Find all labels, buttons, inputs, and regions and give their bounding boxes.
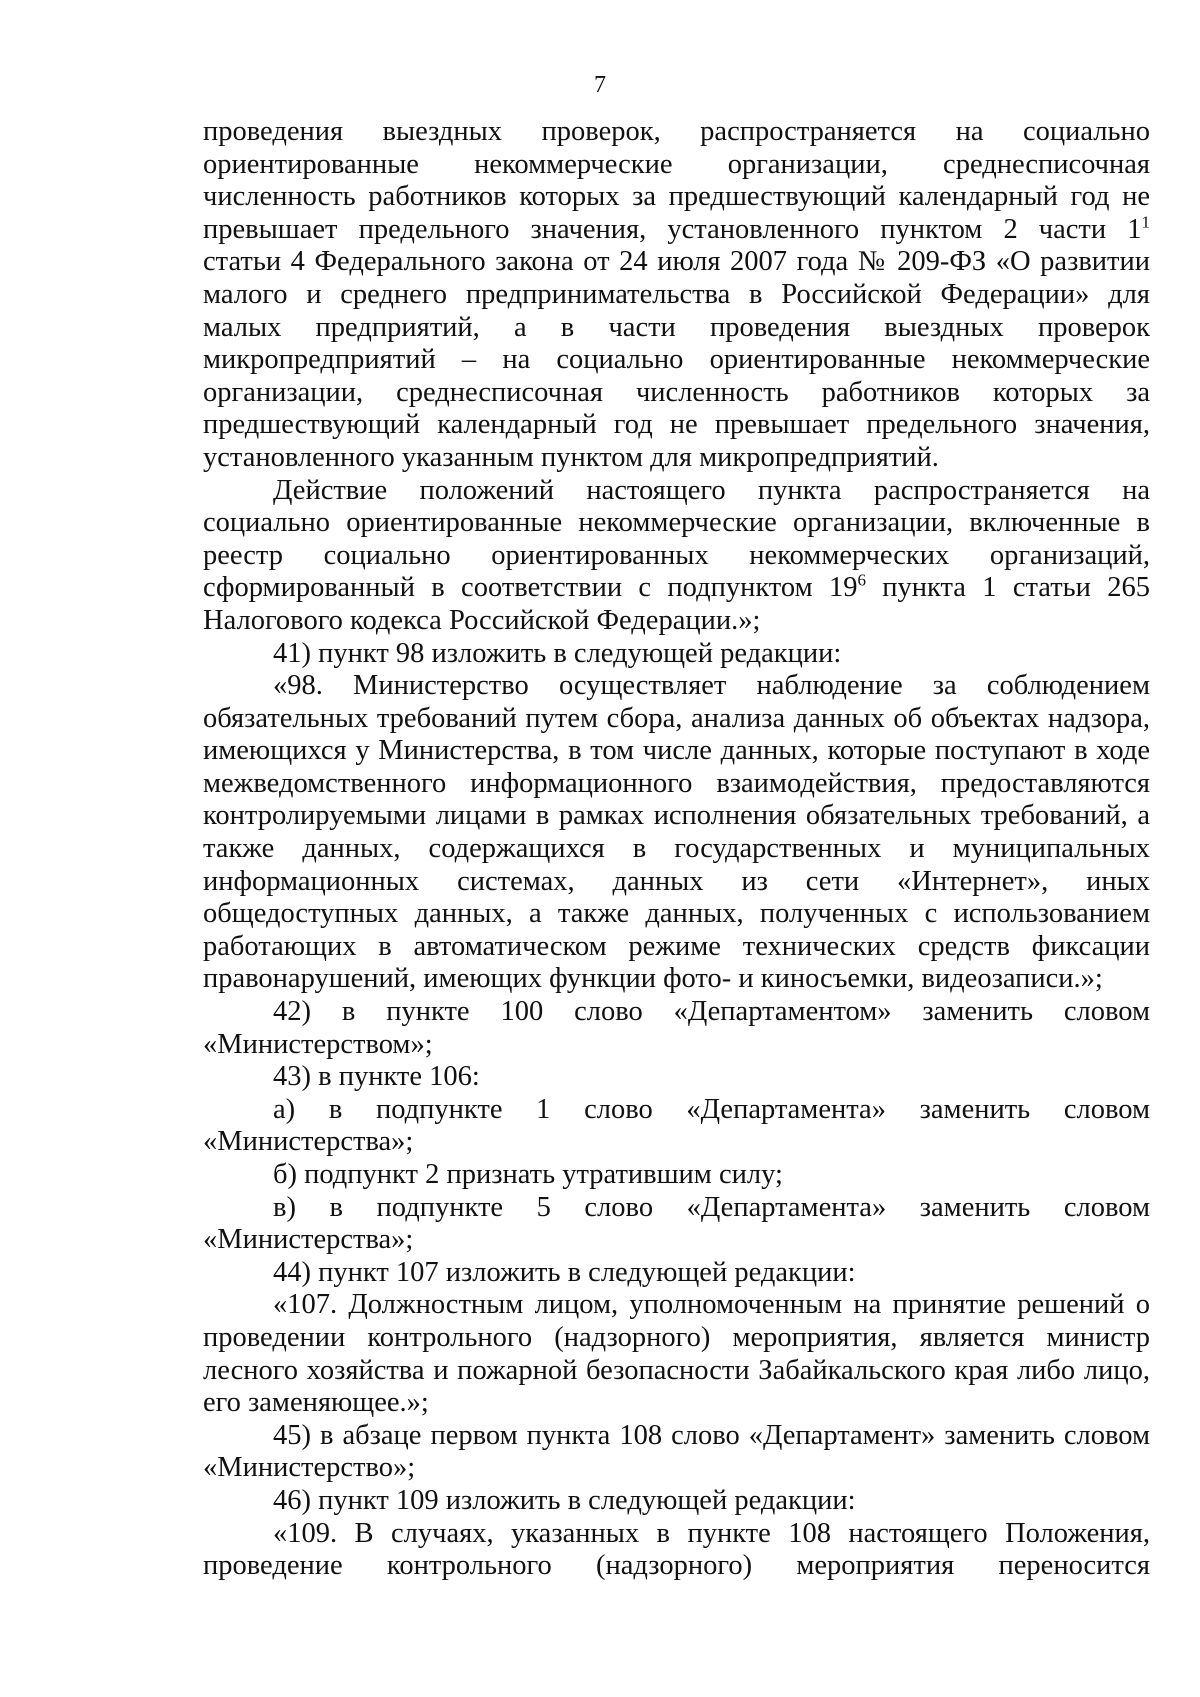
text-line <box>203 442 1150 475</box>
text-line <box>203 1550 1150 1583</box>
line-text: предшествующий календарный год не превышает предельного значения, <box>203 409 1150 441</box>
text-line <box>203 866 1150 899</box>
line-text: 46) пункт 109 изложить в следующей редакции: <box>273 1484 856 1516</box>
line-text: правонарушений, имеющих функции фото- и киносъемки, видеозаписи.»; <box>203 963 1103 995</box>
line-text: работающих в автоматическом режиме технических средств фиксации <box>203 930 1150 962</box>
line-text: 43) в пункте 106: <box>273 1061 480 1093</box>
text-line <box>203 1029 1150 1062</box>
text-line <box>203 409 1150 442</box>
line-text: «107. Должностным лицом, уполномоченным на принятие решений о <box>273 1289 1150 1321</box>
page-number: 7 <box>594 72 606 98</box>
text-line <box>203 181 1150 214</box>
line-text: а) в подпункте 1 слово «Департамента» заменить словом <box>273 1093 1150 1125</box>
line-text: «Министерства»; <box>203 1224 414 1256</box>
line-text: малых предприятий, а в части проведения выездных проверок <box>203 311 1150 343</box>
line-text: проведение контрольного (надзорного) мероприятия переносится <box>203 1550 1150 1582</box>
line-text: проведения выездных проверок, распространяется на социально <box>203 116 1150 147</box>
line-text: малого и среднего предпринимательства в Российской Федерации» для <box>203 278 1150 310</box>
text-line <box>203 214 1150 247</box>
text-line <box>203 572 1150 605</box>
text-line <box>203 768 1150 801</box>
line-text: «98. Министерство осуществляет наблюдение за соблюдением <box>273 670 1150 702</box>
text-line <box>203 931 1150 964</box>
text-line <box>203 1322 1150 1355</box>
line-text: общедоступных данных, а также данных, полученных с использованием <box>203 898 1150 930</box>
text-line <box>203 703 1150 736</box>
text-line <box>203 833 1150 866</box>
text-line <box>203 312 1150 345</box>
line-text: проведении контрольного (надзорного) мероприятия, является министр <box>203 1321 1150 1353</box>
footnote-superscript: 1 <box>1141 212 1150 232</box>
text-line <box>203 1355 1150 1388</box>
line-text: также данных, содержащихся в государственных и муниципальных <box>203 833 1150 865</box>
line-text: численность работников которых за предшествующий календарный год не <box>203 181 1150 213</box>
text-line <box>203 279 1150 312</box>
text-line <box>203 1159 1150 1192</box>
text-line <box>203 1518 1150 1551</box>
line-text: установленного указанным пунктом для микропредприятий. <box>203 441 939 473</box>
line-text: имеющихся у Министерства, в том числе данных, которые поступают в ходе <box>203 735 1150 767</box>
text-line <box>203 540 1150 573</box>
line-text: 41) пункт 98 изложить в следующей редакции: <box>273 637 842 669</box>
text-line <box>203 1387 1150 1420</box>
line-text-continuation: пункта 1 статьи 265 <box>865 572 1150 604</box>
line-text: «Министерство»; <box>203 1452 416 1484</box>
line-text: статьи 4 Федерального закона от 24 июля 2007 года № 209-ФЗ «О развитии <box>203 246 1150 278</box>
line-text: ориентированные некоммерческие организации, среднесписочная <box>203 148 1150 180</box>
line-text: социально ориентированные некоммерческие организации, включенные в <box>203 507 1150 539</box>
line-text: реестр социально ориентированных некоммерческих организаций, <box>203 539 1150 571</box>
line-text: микропредприятий – на социально ориентированные некоммерческие <box>203 344 1150 376</box>
line-text: организации, среднесписочная численность работников которых за <box>203 376 1150 408</box>
text-line <box>203 1257 1150 1290</box>
line-text: сформированный в соответствии с подпунктом 19 <box>203 572 858 604</box>
line-text: «Министерством»; <box>203 1028 433 1060</box>
line-text: контролируемыми лицами в рамках исполнения обязательных требований, а <box>203 800 1150 832</box>
line-text: Налогового кодекса Российской Федерации.»; <box>203 604 761 636</box>
text-line <box>203 1061 1150 1094</box>
text-line <box>203 1224 1150 1257</box>
text-line <box>203 116 1150 149</box>
text-line <box>203 507 1150 540</box>
text-line <box>203 996 1150 1029</box>
line-text: «Министерства»; <box>203 1126 414 1158</box>
footnote-superscript: 6 <box>857 570 866 590</box>
line-text: лесного хозяйства и пожарной безопасности Забайкальского края либо лицо, <box>203 1354 1150 1386</box>
line-text: межведомственного информационного взаимодействия, предоставляются <box>203 767 1150 799</box>
text-line <box>203 149 1150 182</box>
line-text: Действие положений настоящего пункта распространяется на <box>273 474 1150 506</box>
text-line <box>203 735 1150 768</box>
line-text: его заменяющее.»; <box>203 1387 429 1419</box>
text-line <box>203 800 1150 833</box>
text-line <box>203 605 1150 638</box>
text-line <box>203 344 1150 377</box>
line-text: обязательных требований путем сбора, анализа данных об объектах надзора, <box>203 702 1150 734</box>
line-text: информационных системах, данных из сети «Интернет», иных <box>203 865 1150 897</box>
line-text: 45) в абзаце первом пункта 108 слово «Департамент» заменить словом <box>273 1419 1150 1451</box>
line-text: превышает предельного значения, установленного пунктом 2 части 1 <box>203 213 1142 245</box>
text-line <box>203 1192 1150 1225</box>
text-line <box>203 1485 1150 1518</box>
line-text: 42) в пункте 100 слово «Департаментом» заменить словом <box>273 996 1150 1028</box>
text-line <box>203 246 1150 279</box>
line-text: 44) пункт 107 изложить в следующей редакции: <box>273 1256 856 1288</box>
text-line <box>203 638 1150 671</box>
line-text: в) в подпункте 5 слово «Департамента» заменить словом <box>273 1191 1150 1223</box>
text-line <box>203 1452 1150 1485</box>
document-body <box>203 116 1150 1583</box>
text-line <box>203 670 1150 703</box>
line-text: «109. В случаях, указанных в пункте 108 настоящего Положения, <box>273 1517 1150 1549</box>
text-line <box>203 898 1150 931</box>
text-line <box>203 377 1150 410</box>
text-line <box>203 1289 1150 1322</box>
text-line <box>203 1126 1150 1159</box>
text-line <box>203 1094 1150 1127</box>
text-line <box>203 1420 1150 1453</box>
text-line <box>203 475 1150 508</box>
line-text: б) подпункт 2 признать утратившим силу; <box>273 1159 783 1190</box>
text-line <box>203 963 1150 996</box>
